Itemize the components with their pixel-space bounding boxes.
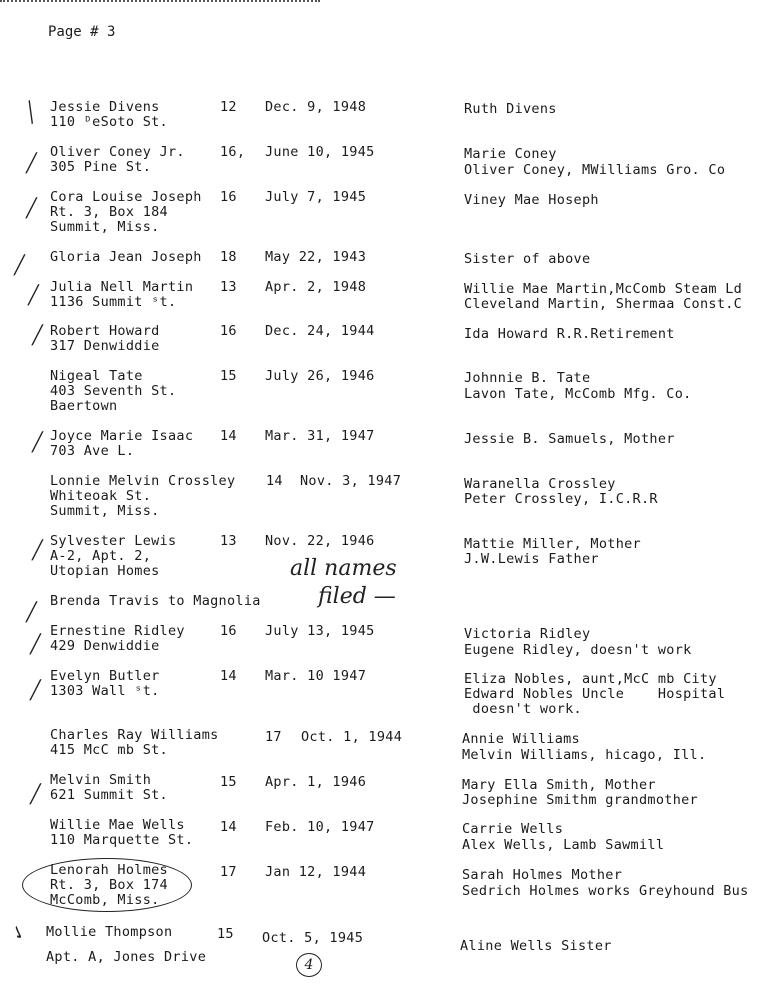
entry-parent: Alex Wells, Lamb Sawmill — [462, 837, 665, 853]
entry-date: Dec. 9, 1948 — [265, 99, 367, 115]
check-mark-icon: ╱ — [30, 784, 41, 805]
check-mark-icon: ╱ — [32, 432, 43, 453]
handwritten-note-line1: all names — [290, 556, 397, 581]
entry-date: Apr. 1, 1946 — [265, 774, 367, 790]
entry-date: May 22, 1943 — [265, 249, 367, 265]
entry-parent: Mattie Miller, Mother — [464, 536, 641, 552]
entry-address: 110 Marquette St. — [50, 832, 194, 848]
entry-address: Summit, Miss. — [50, 503, 160, 519]
entry-date: Jan 12, 1944 — [265, 864, 367, 880]
entry-address: Summit, Miss. — [50, 219, 160, 235]
entry-parent: Sister of above — [464, 251, 591, 267]
entry-age: 17 — [220, 864, 237, 880]
handwritten-note-line2: filed — — [318, 584, 396, 609]
entry-parent: Annie Williams — [462, 731, 580, 747]
page-label: Page # 3 — [48, 24, 116, 40]
entry-parent: Peter Crossley, I.C.R.R — [464, 491, 658, 507]
check-mark-icon: ╱ — [32, 325, 43, 346]
entry-name: Lenorah Holmes — [50, 862, 168, 878]
entry-parent: Ida Howard R.R.Retirement — [464, 326, 675, 342]
entry-age: 16 — [220, 623, 237, 639]
entry-parent: Sarah Holmes Mother — [462, 867, 623, 883]
entry-parent: Waranella Crossley — [464, 476, 616, 492]
entry-parent: Jessie B. Samuels, Mother — [464, 431, 675, 447]
entry-parent: Johnnie B. Tate — [464, 370, 591, 386]
entry-date: July 7, 1945 — [265, 189, 367, 205]
entry-parent: Sedrich Holmes works Greyhound Bus — [462, 883, 749, 899]
entry-address: 1303 Wall ˢt. — [50, 683, 160, 699]
entry-name: Evelyn Butler — [50, 668, 160, 684]
entry-parent: Josephine Smithm grandmother — [462, 792, 698, 808]
entry-parent: J.W.Lewis Father — [464, 551, 599, 567]
entry-age: 14 — [220, 428, 237, 444]
entry-parent: Willie Mae Martin,McComb Steam Ld — [464, 281, 743, 297]
entry-age: 14 — [266, 473, 283, 489]
entry-address: 305 Pine St. — [50, 159, 152, 175]
entry-address: 429 Denwiddie — [50, 638, 160, 654]
entry-age: 16 — [220, 189, 237, 205]
entry-date: Dec. 24, 1944 — [265, 323, 375, 339]
entry-age: 16 — [220, 323, 237, 339]
entry-parent: Eugene Ridley, doesn't work — [464, 642, 692, 658]
entry-name: Melvin Smith — [50, 772, 152, 788]
entry-age: 14 — [220, 668, 237, 684]
check-mark-icon: ✓ — [6, 920, 32, 945]
entry-name: Cora Louise Joseph — [50, 189, 202, 205]
entry-parent: Viney Mae Hoseph — [464, 192, 599, 208]
entry-date: Nov. 22, 1946 — [265, 533, 375, 549]
entry-age: 13 — [220, 279, 237, 295]
entry-date: Mar. 10 1947 — [265, 668, 367, 684]
check-mark-icon: ╱ — [30, 680, 41, 701]
entry-age: 18 — [220, 249, 237, 265]
entry-address: Whiteoak St. — [50, 488, 152, 504]
entry-date: Oct. 1, 1944 — [301, 729, 403, 745]
entry-name: Robert Howard — [50, 323, 160, 339]
entry-name: Julia Nell Martin — [50, 279, 194, 295]
entry-name: Gloria Jean Joseph — [50, 249, 202, 265]
entry-address: 110 ᴰeSoto St. — [50, 114, 168, 130]
entry-parent: Carrie Wells — [462, 821, 564, 837]
entry-age: 15 — [220, 368, 237, 384]
entry-parent: Eliza Nobles, aunt,McC mb City — [464, 671, 717, 687]
entry-address: McComb, Miss. — [50, 892, 160, 908]
entry-address: Baertown — [50, 398, 118, 414]
entry-address: Rt. 3, Box 174 — [50, 877, 168, 893]
entry-parent: Victoria Ridley — [464, 626, 591, 642]
entry-address: 703 Ave L. — [50, 443, 135, 459]
entry-age: 16, — [220, 144, 246, 160]
entry-address: 621 Summit St. — [50, 787, 168, 803]
entry-parent: Ruth Divens — [464, 101, 557, 117]
entry-parent: Aline Wells Sister — [460, 938, 612, 954]
entry-address: A-2, Apt. 2, — [50, 548, 152, 564]
entry-address: 415 McC mb St. — [50, 742, 168, 758]
check-mark-icon: ╱ — [14, 255, 25, 276]
entry-age: 14 — [220, 819, 237, 835]
check-mark-icon: ╱ — [30, 634, 41, 655]
entry-name: Charles Ray Williams — [50, 727, 219, 743]
entry-date: Mar. 31, 1947 — [265, 428, 375, 444]
check-mark-icon: ╱ — [28, 285, 39, 306]
check-mark-icon: ╱ — [20, 100, 42, 125]
check-mark-icon: ╱ — [26, 602, 37, 623]
entry-age: 12 — [220, 99, 237, 115]
top-dotted-rule — [0, 0, 320, 5]
entry-name: Joyce Marie Isaac — [50, 428, 194, 444]
entry-parent: Edward Nobles Uncle Hospital — [464, 686, 726, 702]
entry-name: Jessie Divens — [50, 99, 160, 115]
transfer-note: Brenda Travis to Magnolia — [50, 593, 261, 609]
entry-date: Nov. 3, 1947 — [300, 473, 402, 489]
entry-date: Feb. 10, 1947 — [265, 819, 375, 835]
entry-address: Rt. 3, Box 184 — [50, 204, 168, 220]
entry-parent: Mary Ella Smith, Mother — [462, 777, 656, 793]
entry-name: Lonnie Melvin Crossley — [50, 473, 236, 489]
entry-date: Oct. 5, 1945 — [262, 930, 364, 946]
entry-name: Oliver Coney Jr. — [50, 144, 185, 160]
entry-date: Apr. 2, 1948 — [265, 279, 367, 295]
entry-parent: Marie Coney — [464, 146, 557, 162]
entry-name: Mollie Thompson — [46, 924, 173, 940]
entry-address: Apt. A, Jones Drive — [46, 949, 207, 965]
entry-age: 13 — [220, 533, 237, 549]
entry-name: Sylvester Lewis — [50, 533, 177, 549]
entry-date: July 26, 1946 — [265, 368, 375, 384]
entry-parent: Melvin Williams, hicago, Ill. — [462, 747, 707, 763]
entry-address: 1136 Summit ˢt. — [50, 294, 177, 310]
entry-parent: Cleveland Martin, Shermaa Const.C — [464, 296, 743, 312]
check-mark-icon: ╱ — [26, 153, 37, 174]
entry-address: 317 Denwiddie — [50, 338, 160, 354]
entry-date: June 10, 1945 — [265, 144, 375, 160]
entry-parent: Lavon Tate, McComb Mfg. Co. — [464, 386, 692, 402]
entry-age: 15 — [217, 926, 234, 942]
circled-page-number: 4 — [296, 953, 322, 977]
check-mark-icon: ╱ — [32, 540, 43, 561]
entry-date: July 13, 1945 — [265, 623, 375, 639]
entry-name: Ernestine Ridley — [50, 623, 185, 639]
handwritten-bracket — [22, 858, 192, 912]
entry-parent-note: doesn't work. — [464, 701, 582, 717]
entry-address: Utopian Homes — [50, 563, 160, 579]
entry-parent: Oliver Coney, MWilliams Gro. Co — [464, 162, 726, 178]
entry-name: Nigeal Tate — [50, 368, 143, 384]
entry-address: 403 Seventh St. — [50, 383, 177, 399]
entry-age: 17 — [265, 729, 282, 745]
entry-age: 15 — [220, 774, 237, 790]
check-mark-icon: ╱ — [26, 198, 37, 219]
entry-name: Willie Mae Wells — [50, 817, 185, 833]
